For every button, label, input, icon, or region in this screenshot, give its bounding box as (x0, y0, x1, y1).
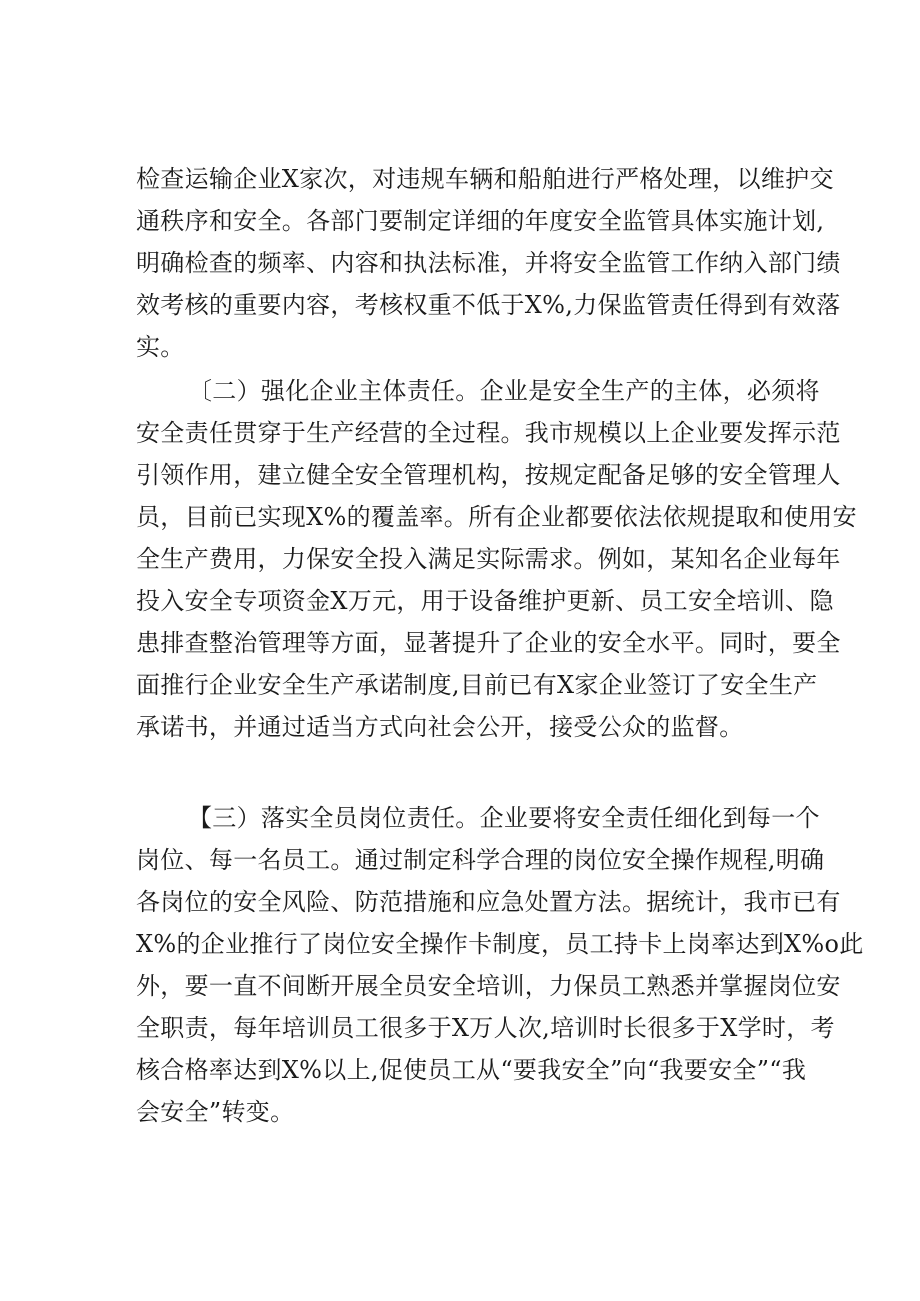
text-line: 承诺书，并通过适当方式向社会公开，接受公众的监督。 (136, 713, 744, 741)
paragraph-enterprise-responsibility (136, 370, 857, 748)
text-line: 各岗位的安全风险、防范措施和应急处置方法。据统计，我市已有 (136, 888, 841, 916)
text-line: 引领作用，建立健全安全管理机构，按规定配备足够的安全管理人 (136, 461, 841, 489)
text-line: X%的企业推行了岗位安全操作卡制度，员工持卡上岗率达到X%o此 (136, 930, 864, 958)
text-line: 外，要一直不间断开展全员安全培训，力保员工熟悉并掌握岗位安 (136, 972, 841, 1000)
paragraph-traffic-supervision (136, 158, 841, 368)
text-line: 明确检查的频率、内容和执法标准，并将安全监管工作纳入部门绩 (136, 249, 841, 277)
text-line: 检查运输企业X家次，对违规车辆和船舶进行严格处理，以维护交 (136, 165, 834, 193)
text-line: 效考核的重要内容，考核权重不低于X%,力保监管责任得到有效落 (136, 291, 841, 319)
text-line: 会安全”转变。 (136, 1098, 295, 1126)
text-line: 岗位、每一名员工。通过制定科学合理的岗位安全操作规程,明确 (136, 846, 825, 874)
text-line: 患排查整治管理等方面，显著提升了企业的安全水平。同时，要全 (136, 629, 841, 657)
text-line: 通秩序和安全。各部门要制定详细的年度安全监管具体实施计划, (136, 207, 825, 235)
text-line: 投入安全专项资金X万元，用于设备维护更新、员工安全培训、隐 (136, 587, 834, 615)
section-heading-line: 【三）落实全员岗位责任。企业要将安全责任细化到每一个 (188, 804, 820, 832)
paragraph-post-responsibility (136, 797, 864, 1133)
section-heading-line: 〔二）强化企业主体责任。企业是安全生产的主体，必须将 (188, 377, 820, 405)
text-line: 面推行企业安全生产承诺制度,目前已有X家企业签订了安全生产 (136, 671, 818, 699)
text-line: 实。 (136, 333, 185, 361)
text-line: 员，目前已实现X%的覆盖率。所有企业都要依法依规提取和使用安 (136, 503, 857, 531)
text-line: 全生产费用，力保安全投入满足实际需求。例如，某知名企业每年 (136, 545, 841, 573)
text-line: 核合格率达到X%以上,促使员工从“要我安全”向“我要安全”“我 (136, 1056, 807, 1084)
text-line: 安全责任贯穿于生产经营的全过程。我市规模以上企业要发挥示范 (136, 419, 841, 447)
text-line: 全职责，每年培训员工很多于X万人次,培训时长很多于X学时，考 (136, 1014, 835, 1042)
